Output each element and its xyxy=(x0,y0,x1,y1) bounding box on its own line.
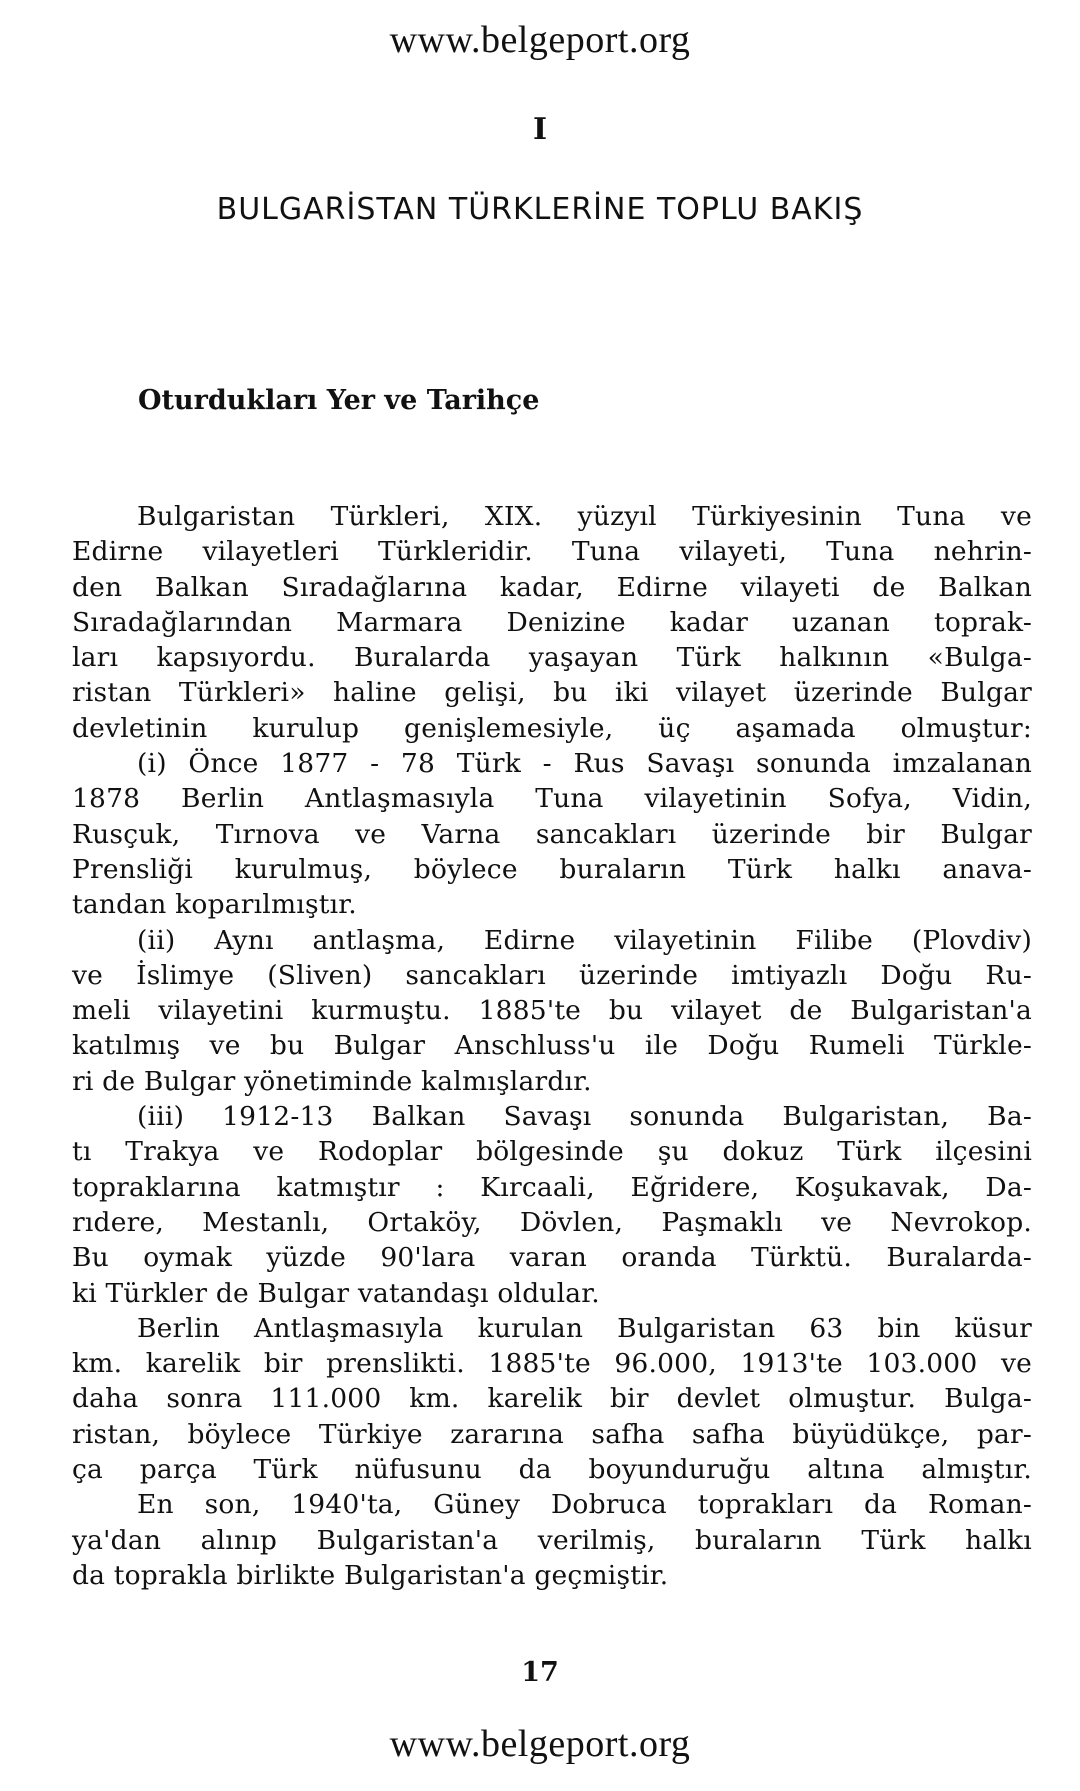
watermark-bottom: www.belgeport.org xyxy=(389,1723,691,1765)
watermark-top: www.belgeport.org xyxy=(389,19,691,61)
body-line: topraklarına katmıştır : Kırcaali, Eğridere, Koşukavak, Da- xyxy=(72,1171,1032,1203)
body-line: km. karelik bir prenslikti. 1885'te 96.000, 1913'te 103.000 ve xyxy=(72,1348,1032,1380)
body-line: ya'dan alınıp Bulgaristan'a verilmiş, buraların Türk halkı xyxy=(72,1524,1032,1556)
page-number: 17 xyxy=(521,1657,559,1688)
body-line: tandan koparılmıştır. xyxy=(72,889,357,921)
chapter-number: I xyxy=(532,112,548,147)
body-line: Rusçuk, Tırnova ve Varna sancakları üzerinde bir Bulgar xyxy=(72,818,1032,850)
body-line: katılmış ve bu Bulgar Anschluss'u ile Doğu Rumeli Türkle- xyxy=(72,1030,1032,1062)
body-line: 1878 Berlin Antlaşmasıyla Tuna vilayetinin Sofya, Vidin, xyxy=(72,783,1032,815)
chapter-title: BULGARİSTAN TÜRKLERİNE TOPLU BAKIŞ xyxy=(216,192,864,227)
body-line: Prensliği kurulmuş, böylece buraların Türk halkı anava- xyxy=(72,853,1032,885)
body-line: rıdere, Mestanlı, Ortaköy, Dövlen, Paşmaklı ve Nevrokop. xyxy=(72,1206,1032,1238)
body-line: (iii) 1912-13 Balkan Savaşı sonunda Bulgaristan, Ba- xyxy=(137,1101,1032,1133)
body-line: daha sonra 111.000 km. karelik bir devlet olmuştur. Bulga- xyxy=(72,1383,1032,1415)
body-line: meli vilayetini kurmuştu. 1885'te bu vilayet de Bulgaristan'a xyxy=(72,995,1032,1027)
body-line: ça parça Türk nüfusunu da boyunduruğu altına almıştır. xyxy=(72,1454,1032,1486)
body-line: Berlin Antlaşmasıyla kurulan Bulgaristan 63 bin küsur xyxy=(137,1312,1032,1344)
body-line: ve İslimye (Sliven) sancakları üzerinde imtiyazlı Doğu Ru- xyxy=(72,959,1032,991)
body-line: (ii) Aynı antlaşma, Edirne vilayetinin Filibe (Plovdiv) xyxy=(137,924,1032,956)
body-line: Bu oymak yüzde 90'lara varan oranda Türktü. Buralarda- xyxy=(72,1242,1032,1274)
body-line: En son, 1940'ta, Güney Dobruca toprakları da Roman- xyxy=(137,1489,1032,1521)
body-line: ları kapsıyordu. Buralarda yaşayan Türk halkının «Bulga- xyxy=(72,642,1032,674)
body-line: devletinin kurulup genişlemesiyle, üç aşamada olmuştur: xyxy=(72,712,1032,744)
body-line: Edirne vilayetleri Türkleridir. Tuna vilayeti, Tuna nehrin- xyxy=(72,536,1032,568)
body-line: ri de Bulgar yönetiminde kalmışlardır. xyxy=(72,1065,592,1097)
body-line: den Balkan Sıradağlarına kadar, Edirne vilayeti de Balkan xyxy=(72,571,1032,603)
section-heading: Oturdukları Yer ve Tarihçe xyxy=(138,385,540,416)
body-text xyxy=(72,499,1032,1593)
body-line: tı Trakya ve Rodoplar bölgesinde şu dokuz Türk ilçesini xyxy=(72,1136,1032,1168)
body-line: da toprakla birlikte Bulgaristan'a geçmiştir. xyxy=(72,1559,669,1591)
body-line: ristan, böylece Türkiye zararına safha safha büyüdükçe, par- xyxy=(72,1418,1032,1450)
body-line: Sıradağlarından Marmara Denizine kadar uzanan toprak- xyxy=(72,606,1032,638)
body-line: ki Türkler de Bulgar vatandaşı oldular. xyxy=(72,1277,600,1309)
body-line: (i) Önce 1877 - 78 Türk - Rus Savaşı sonunda imzalanan xyxy=(137,748,1032,780)
body-line: ristan Türkleri» haline gelişi, bu iki vilayet üzerinde Bulgar xyxy=(72,677,1032,709)
body-line: Bulgaristan Türkleri, XIX. yüzyıl Türkiyesinin Tuna ve xyxy=(137,501,1032,532)
